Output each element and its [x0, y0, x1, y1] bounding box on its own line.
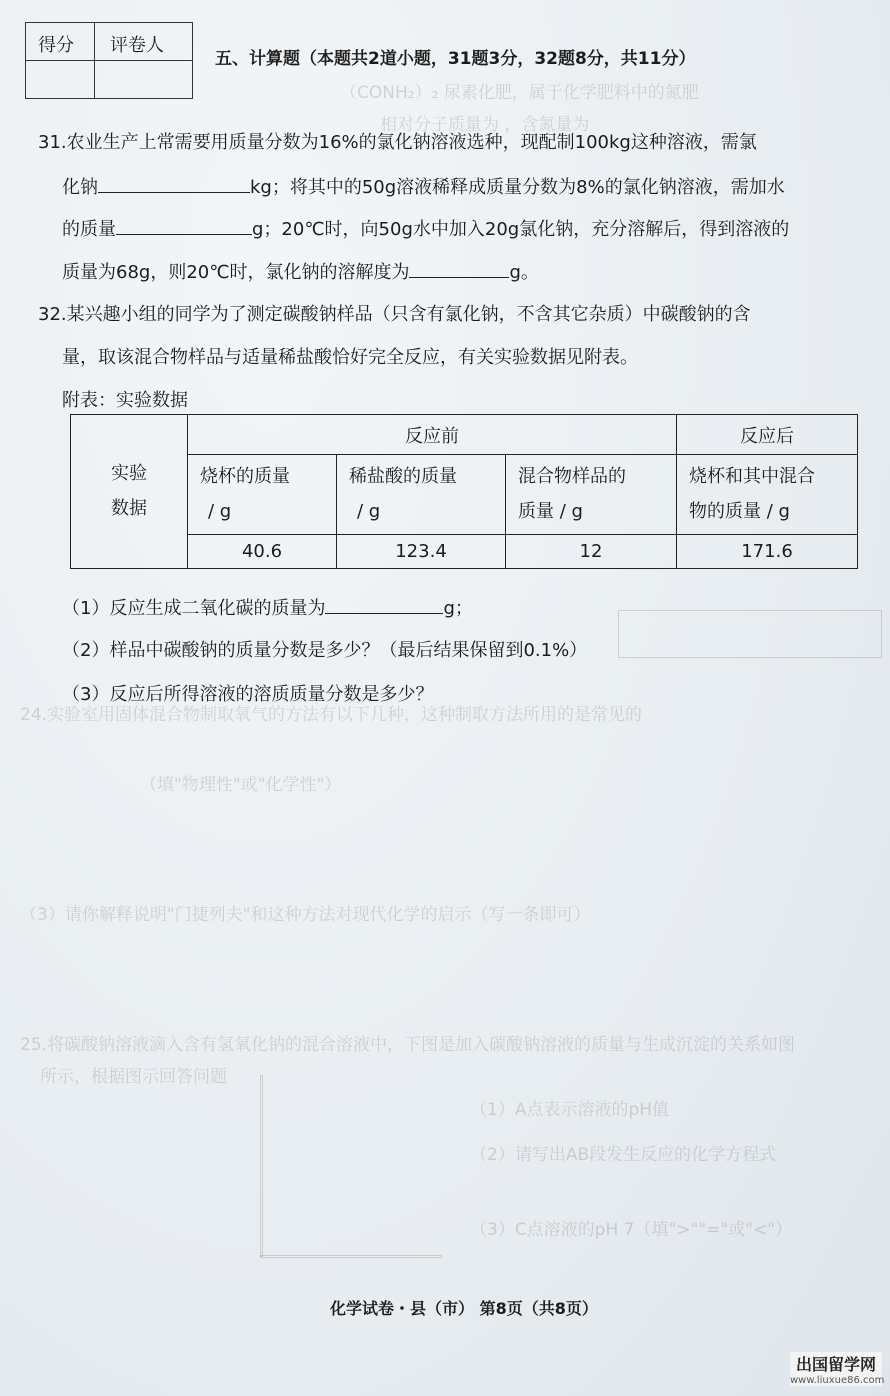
q31-line2: [62, 173, 785, 199]
bleed-through-text: （3）C点溶液的pH 7（填">""="或"<"）: [470, 1220, 793, 1240]
bleed-through-text: 所示，根据图示回答问题: [40, 1067, 227, 1087]
col-header-text: 质量 / g: [518, 500, 583, 522]
value-cell: 40.6: [188, 535, 337, 569]
page-footer: 化学试卷・县（市） 第8页（共8页）: [330, 1299, 598, 1318]
section-title: 五、计算题（本题共2道小题，31题3分，32题8分，共11分）: [215, 49, 696, 69]
answer-blank: [325, 595, 443, 614]
header-before: 反应前: [188, 415, 677, 455]
bleed-through-text: （2）请写出AB段发生反应的化学方程式: [470, 1145, 777, 1165]
q32-sub1: [62, 594, 473, 620]
watermark-url: www.liuxue86.com: [790, 1375, 885, 1386]
col-header: [677, 455, 858, 535]
header-after: 反应后: [677, 415, 858, 455]
row-label: 实验: [111, 463, 147, 485]
score-label: 得分: [38, 35, 74, 56]
q31-text: 质量为68g，则20℃时，氯化钠的溶解度为: [62, 262, 410, 283]
col-header-text: / g: [208, 500, 232, 522]
col-header: [188, 455, 337, 535]
col-header-text: 稀盐酸的质量: [349, 466, 457, 488]
experiment-data-table: [70, 414, 858, 569]
col-header-text: 烧杯和其中混合: [689, 466, 815, 488]
q32-text: g；: [443, 598, 473, 619]
bleed-through-text: （CONH₂）₂ 尿素化肥，属于化学肥料中的氮肥: [340, 83, 699, 103]
col-header: [337, 455, 506, 535]
q31-text: g；20℃时，向50g水中加入20g氯化钠，充分溶解后，得到溶液的: [252, 219, 790, 240]
bleed-through-axis: [260, 1255, 442, 1258]
watermark-name: 出国留学网: [795, 1355, 876, 1374]
q31-line4: [62, 258, 539, 284]
q32-line2: 量，取该混合物样品与适量稀盐酸恰好完全反应，有关实验数据见附表。: [62, 347, 638, 368]
q31-line1: 31.农业生产上常需要用质量分数为16%的氯化钠溶液选种，现配制100kg这种溶液，需氯: [38, 132, 757, 153]
bleed-through-text: （填"物理性"或"化学性"）: [140, 775, 342, 795]
q31-text: g。: [509, 262, 539, 283]
row-label: 数据: [111, 497, 147, 519]
bleed-through-scorebox: [618, 610, 882, 658]
bleed-through-text: 24.实验室用固体混合物制取氧气的方法有以下几种，这种制取方法所用的是常见的: [20, 705, 643, 725]
col-header: [506, 455, 677, 535]
col-header-text: 混合物样品的: [518, 466, 626, 488]
col-header-text: 物的质量 / g: [689, 500, 790, 522]
bleed-through-axis: [260, 1075, 263, 1257]
q32-line1: 32.某兴趣小组的同学为了测定碳酸钠样品（只含有氯化钠，不含其它杂质）中碳酸钠的含: [38, 304, 751, 325]
bleed-through-text: （1）A点表示溶液的pH值: [470, 1100, 670, 1120]
q32-sub2: （2）样品中碳酸钠的质量分数是多少？（最后结果保留到0.1%）: [62, 640, 588, 661]
table-caption: 附表：实验数据: [62, 390, 188, 411]
bleed-through-text: 25.将碳酸钠溶液滴入含有氢氧化钠的混合溶液中，下图是加入碳酸钠溶液的质量与生成沉淀的关系如图: [20, 1035, 796, 1055]
bleed-through-text: （3）请你解释说明"门捷列夫"和这种方法对现代化学的启示（写一条即可）: [20, 905, 591, 925]
q32-sub3: （3）反应后所得溶液的溶质质量分数是多少？: [62, 684, 434, 705]
q31-text: kg；将其中的50g溶液稀释成质量分数为8%的氯化钠溶液，需加水: [250, 177, 785, 198]
row-label-cell: [71, 415, 188, 569]
q31-text: 的质量: [62, 219, 116, 240]
score-table: [25, 22, 193, 99]
answer-blank: [116, 216, 252, 235]
bleed-through-text: 相对分子质量为 ，含氮量为: [380, 115, 590, 135]
answer-blank: [98, 174, 250, 193]
q32-text: （1）反应生成二氧化碳的质量为: [62, 598, 326, 619]
col-header-text: / g: [357, 500, 381, 522]
value-cell: 123.4: [337, 535, 506, 569]
value-cell: 12: [506, 535, 677, 569]
col-header-text: 烧杯的质量: [200, 466, 290, 488]
watermark-logo: [790, 1352, 885, 1386]
q31-text: 化钠: [62, 177, 98, 198]
q31-line3: [62, 215, 789, 241]
answer-blank: [409, 259, 509, 278]
value-cell: 171.6: [677, 535, 858, 569]
grader-label: 评卷人: [110, 35, 164, 56]
